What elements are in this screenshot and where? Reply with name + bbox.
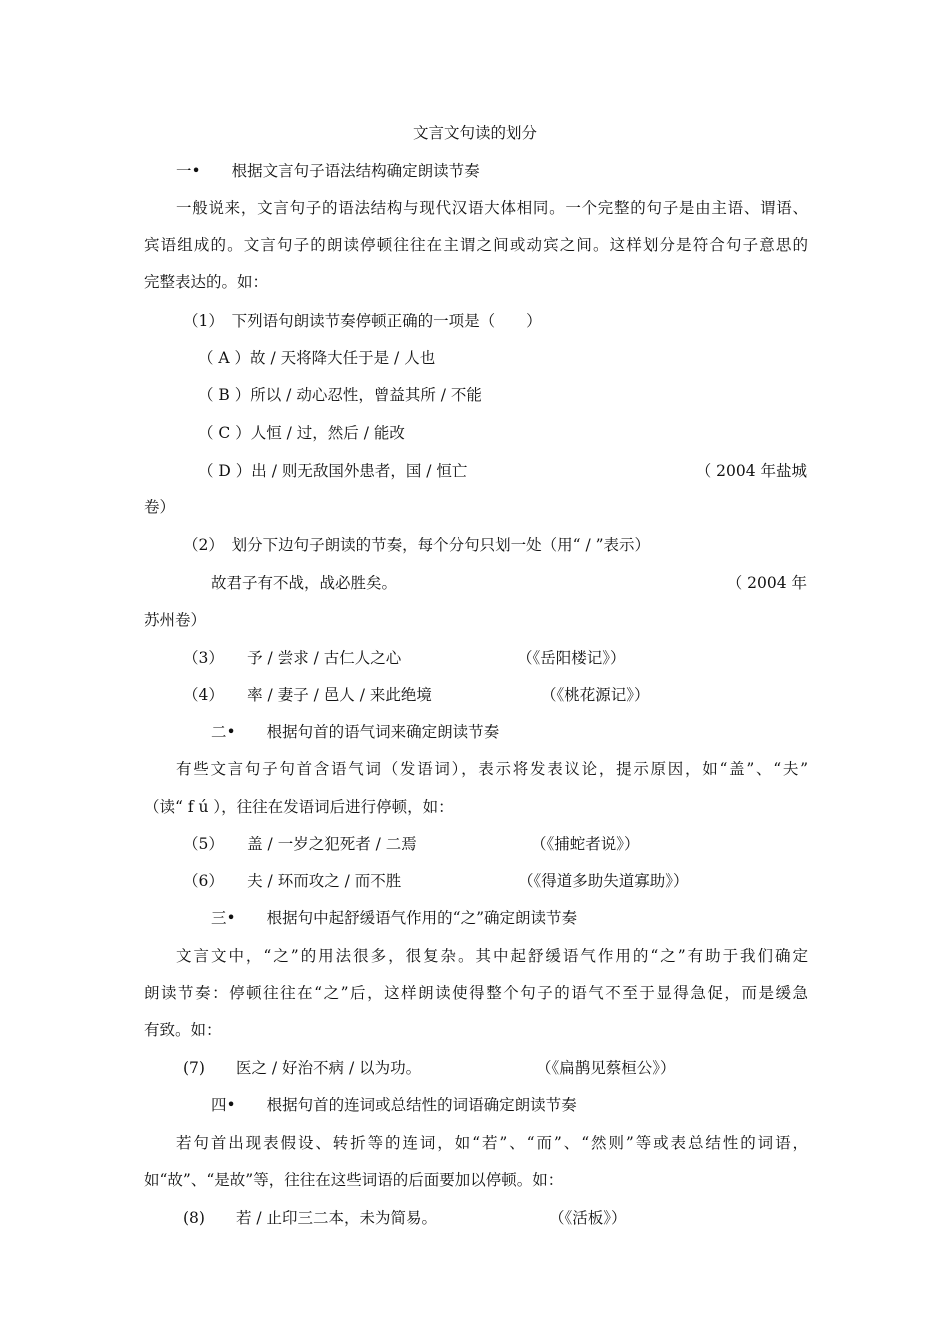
- question-7-source: （《扁鹊见蔡桓公》）: [536, 1059, 676, 1077]
- question-1: （1） 下列语句朗读节奏停顿正确的一项是（ ）: [183, 312, 542, 330]
- question-4-source: （《桃花源记》）: [541, 686, 650, 704]
- question-3: （3） 予 / 尝求 / 古仁人之心: [183, 649, 402, 667]
- section-3-para-line-3: 有致。如：: [144, 1021, 222, 1039]
- option-d: （ D ）出 / 则无敌国外患者，国 / 恒亡: [198, 462, 468, 480]
- question-4: （4） 率 / 妻子 / 邑人 / 来此绝境: [183, 686, 432, 704]
- section-1-heading: 一• 根据文言句子语法结构确定朗读节奏: [176, 162, 480, 180]
- option-b: （ B ）所以 / 动心忍性，曾益其所 / 不能: [198, 386, 482, 404]
- question-7: (7) 医之 / 好治不病 / 以为功。: [183, 1059, 422, 1077]
- section-3-para-line-1: 文言文中，“之”的用法很多，很复杂。其中起舒缓语气作用的“之”有助于我们确定: [176, 947, 808, 965]
- question-6: （6） 夫 / 环而攻之 / 而不胜: [183, 872, 402, 890]
- option-d-source-cont: 卷）: [144, 498, 176, 516]
- question-5-source: （《捕蛇者说》）: [531, 835, 640, 853]
- section-1-para-line-1: 一般说来，文言句子的语法结构与现代汉语大体相同。一个完整的句子是由主语、谓语、: [176, 199, 808, 217]
- question-2-source-cont: 苏州卷）: [144, 611, 207, 629]
- question-2-source: （ 2004 年: [726, 574, 807, 592]
- section-3-para-line-2: 朗读节奏：停顿往往在“之”后，这样朗读使得整个句子的语气不至于显得急促，而是缓急: [144, 984, 808, 1002]
- question-8: (8) 若 / 止印三二本，未为简易。: [183, 1209, 438, 1227]
- question-2-sentence: 故君子有不战，战必胜矣。: [211, 574, 398, 592]
- section-2-heading: 二• 根据句首的语气词来确定朗读节奏: [211, 723, 500, 741]
- section-2-para-line-2: （读“ f ú ），往往在发语词后进行停顿，如：: [144, 798, 454, 816]
- option-a: （ A ）故 / 天将降大任于是 / 人也: [198, 349, 436, 367]
- question-3-source: （《岳阳楼记》）: [517, 649, 626, 667]
- option-c: （ C ）人恒 / 过，然后 / 能改: [198, 424, 405, 442]
- section-4-heading: 四• 根据句首的连词或总结性的词语确定朗读节奏: [211, 1096, 577, 1114]
- question-6-source: （《得道多助失道寡助》）: [518, 872, 689, 890]
- section-1-para-line-3: 完整表达的。如：: [144, 273, 269, 291]
- section-4-para-line-2: 如“故”、“是故”等，往往在这些词语的后面要加以停顿。如：: [144, 1171, 564, 1189]
- section-4-para-line-1: 若句首出现表假设、转折等的连词，如“若”、“而”、“然则”等或表总结性的词语，: [176, 1134, 809, 1152]
- question-5: （5） 盖 / 一岁之犯死者 / 二焉: [183, 835, 417, 853]
- page-title: 文言文句读的划分: [412, 124, 537, 142]
- option-d-source: （ 2004 年盐城: [695, 462, 807, 480]
- section-2-para-line-1: 有些文言句子句首含语气词（发语词），表示将发表议论，提示原因，如“盖”、“夫”: [176, 760, 808, 778]
- section-1-para-line-2: 宾语组成的。文言句子的朗读停顿往往在主谓之间或动宾之间。这样划分是符合句子意思的: [144, 236, 808, 254]
- section-3-heading: 三• 根据句中起舒缓语气作用的“之”确定朗读节奏: [211, 909, 577, 927]
- question-8-source: （《活板》）: [549, 1209, 627, 1227]
- question-2: （2） 划分下边句子朗读的节奏，每个分句只划一处（用“ / ”表示）: [183, 536, 651, 554]
